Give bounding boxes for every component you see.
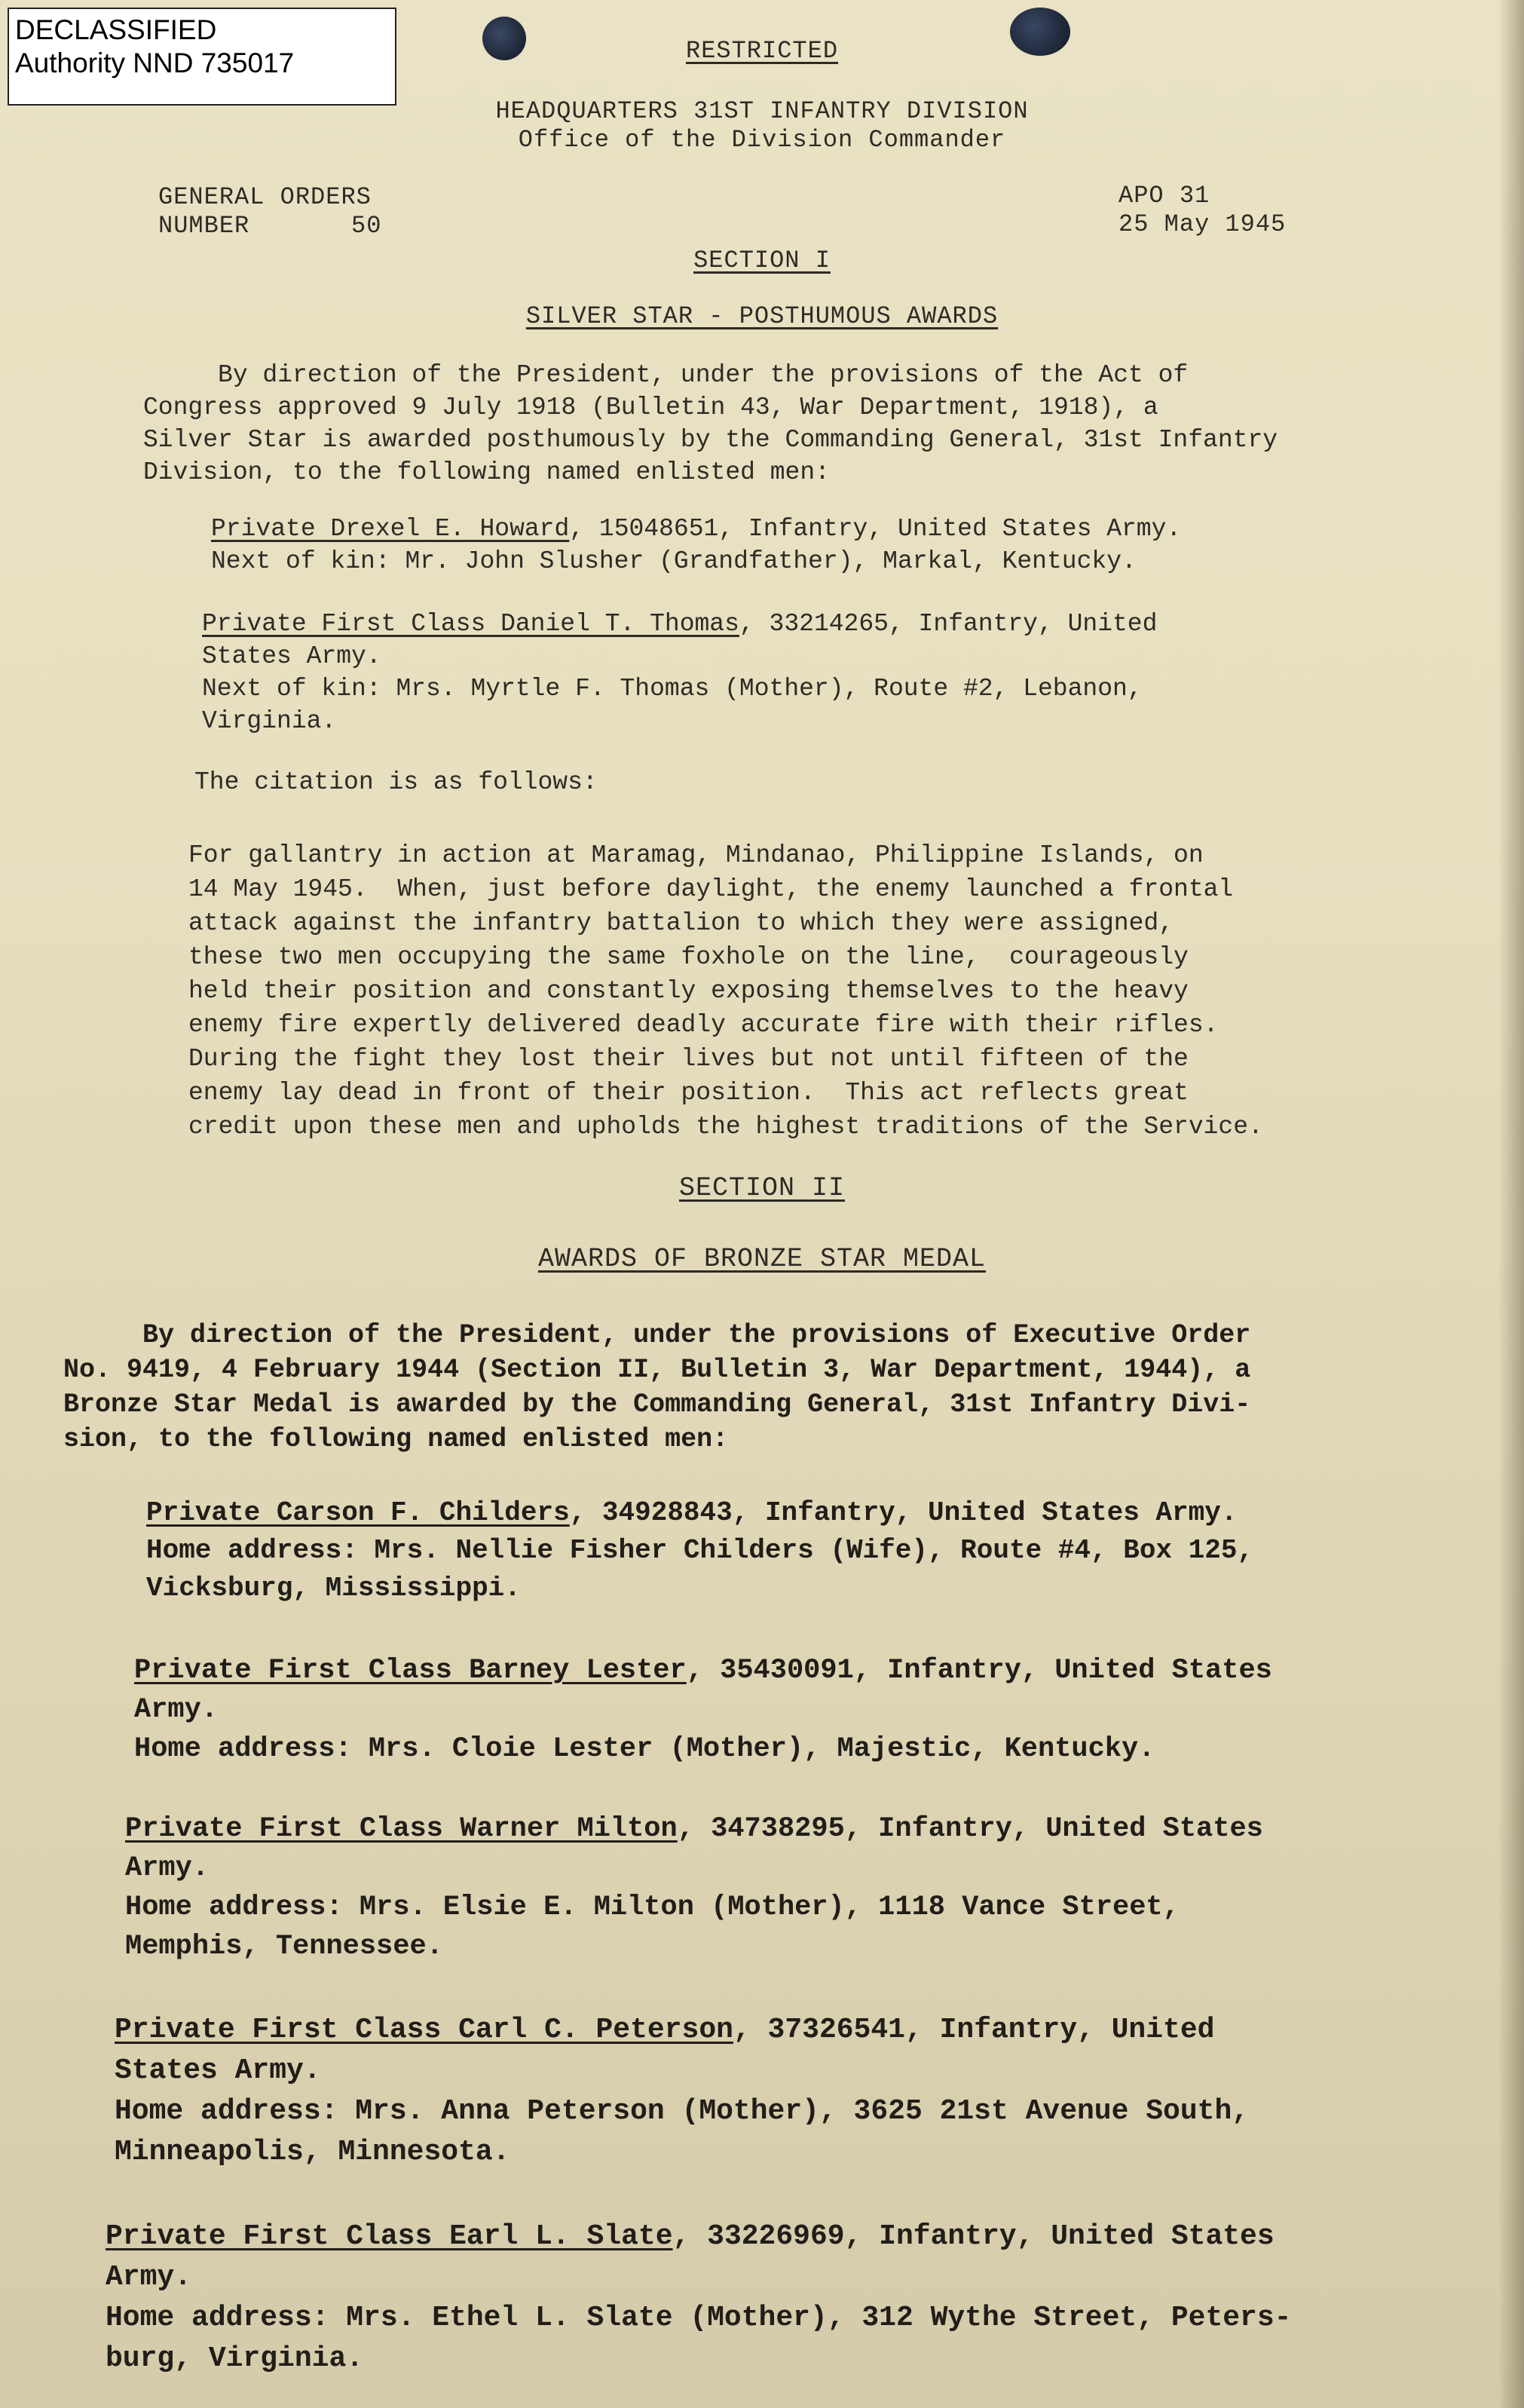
number-value: 50	[351, 212, 382, 240]
home-address: Home address: Mrs. Elsie E. Milton (Mother), 1118 Vance Street,	[125, 1892, 1180, 1923]
citation-line: these two men occupying the same foxhole on the line, courageously	[188, 943, 1189, 971]
awardee-name: Private First Class Warner Milton	[125, 1813, 678, 1845]
section-2-title: SECTION II	[678, 1173, 846, 1203]
citation-line: During the fight they lost their lives but not until fifteen of the	[188, 1045, 1189, 1073]
awardee-details-cont: Army.	[106, 2261, 192, 2293]
awardee-details-cont: States Army.	[202, 642, 381, 670]
citation-line: enemy lay dead in front of their position. This act reflects great	[188, 1079, 1189, 1107]
citation-line: credit upon these men and upholds the highest traditions of the Service.	[188, 1113, 1263, 1141]
citation-line: For gallantry in action at Maramag, Mindanao, Philippine Islands, on	[188, 841, 1204, 869]
citation-line: 14 May 1945. When, just before daylight, the enemy launched a frontal	[188, 875, 1234, 903]
declassified-authority: Authority NND 735017	[15, 47, 295, 78]
citation-intro: The citation is as follows:	[194, 768, 598, 796]
intro-line: Bronze Star Medal is awarded by the Commanding General, 31st Infantry Divi-	[63, 1389, 1251, 1420]
general-orders-label: GENERAL ORDERS	[158, 183, 372, 211]
next-of-kin: Next of kin: Mr. John Slusher (Grandfather), Markal, Kentucky.	[211, 547, 1137, 575]
awardee-details: , 15048651, Infantry, United States Army.	[569, 515, 1182, 543]
awardee-entry	[115, 2010, 1249, 2173]
awardee-details-cont: Army.	[134, 1694, 219, 1726]
intro-line: Silver Star is awarded posthumously by the Commanding General, 31st Infantry	[143, 426, 1278, 454]
next-of-kin: Virginia.	[202, 707, 337, 735]
intro-line: No. 9419, 4 February 1944 (Section II, Bulletin 3, War Department, 1944), a	[63, 1355, 1251, 1385]
awardee-details: , 37326541, Infantry, United	[733, 2014, 1215, 2046]
awardee-name: Private First Class Earl L. Slate	[106, 2220, 673, 2253]
awardee-details-cont: States Army.	[115, 2054, 321, 2087]
intro-line: Division, to the following named enlisted men:	[143, 458, 830, 486]
awardee-entry	[202, 608, 1157, 737]
next-of-kin: Next of kin: Mrs. Myrtle F. Thomas (Mother), Route #2, Lebanon,	[202, 675, 1143, 703]
section-1-subtitle: SILVER STAR - POSTHUMOUS AWARDS	[525, 302, 999, 330]
section-2-subtitle: AWARDS OF BRONZE STAR MEDAL	[537, 1244, 987, 1274]
awardee-first-line	[125, 1809, 1263, 1849]
awardee-first-line	[202, 608, 1157, 640]
section-1-title: SECTION I	[693, 247, 831, 274]
apo-number: APO 31	[1119, 182, 1210, 210]
awardee-entry	[146, 1494, 1253, 1607]
awardee-first-line	[134, 1651, 1272, 1690]
home-address: Minneapolis, Minnesota.	[115, 2136, 510, 2168]
office-heading: Office of the Division Commander	[518, 126, 1006, 154]
home-address: Home address: Mrs. Ethel L. Slate (Mother), 312 Wythe Street, Peters-	[106, 2302, 1292, 2334]
citation-line: held their position and constantly exposing themselves to the heavy	[188, 977, 1189, 1005]
home-address: Vicksburg, Mississippi.	[146, 1573, 521, 1604]
awardee-details: , 34738295, Infantry, United States	[677, 1813, 1263, 1845]
awardee-name: Private First Class Carl C. Peterson	[115, 2014, 733, 2046]
awardee-entry	[125, 1809, 1263, 1966]
citation-text	[188, 838, 1263, 1144]
citation-line: attack against the infantry battalion to which they were assigned,	[188, 909, 1174, 937]
awardee-first-line	[106, 2217, 1291, 2257]
home-address: Home address: Mrs. Anna Peterson (Mother), 3625 21st Avenue South,	[115, 2095, 1250, 2128]
home-address: Home address: Mrs. Cloie Lester (Mother), Majestic, Kentucky.	[134, 1733, 1155, 1765]
awardee-entry	[211, 513, 1181, 577]
order-date: 25 May 1945	[1119, 210, 1287, 238]
awardee-first-line	[211, 513, 1181, 545]
awardee-name: Private Carson F. Childers	[146, 1497, 570, 1528]
awardee-first-line	[146, 1494, 1253, 1532]
section-2-intro	[63, 1318, 1250, 1457]
intro-line: Congress approved 9 July 1918 (Bulletin 43, War Department, 1918), a	[143, 394, 1158, 421]
declassified-label: DECLASSIFIED	[15, 14, 217, 45]
awardee-entry	[134, 1651, 1272, 1769]
intro-line: sion, to the following named enlisted men:	[63, 1424, 729, 1454]
awardee-entry	[106, 2217, 1291, 2379]
awardee-name: Private Drexel E. Howard	[211, 515, 570, 543]
citation-line: enemy fire expertly delivered deadly accurate fire with their rifles.	[188, 1011, 1219, 1039]
awardee-name: Private First Class Daniel T. Thomas	[202, 610, 739, 638]
awardee-name: Private First Class Barney Lester	[134, 1655, 687, 1687]
home-address: Home address: Mrs. Nellie Fisher Childers (Wife), Route #4, Box 125,	[146, 1535, 1254, 1566]
awardee-details: , 33226969, Infantry, United States	[672, 2220, 1275, 2253]
classification-marking: RESTRICTED	[685, 37, 839, 65]
home-address: burg, Virginia.	[106, 2342, 364, 2375]
awardee-details-cont: Army.	[125, 1852, 210, 1884]
awardee-details: , 33214265, Infantry, United	[739, 610, 1158, 638]
awardee-first-line	[115, 2010, 1249, 2051]
unit-heading: HEADQUARTERS 31ST INFANTRY DIVISION	[495, 97, 1029, 125]
awardee-details: , 35430091, Infantry, United States	[686, 1655, 1272, 1687]
awardee-details: , 34928843, Infantry, United States Army.	[569, 1497, 1238, 1528]
page-edge-shadow	[1498, 0, 1524, 2408]
number-label: NUMBER	[158, 212, 250, 240]
intro-line: By direction of the President, under the provisions of Executive Order	[63, 1320, 1251, 1350]
intro-line: By direction of the President, under the provisions of the Act of	[143, 361, 1189, 389]
home-address: Memphis, Tennessee.	[125, 1931, 443, 1962]
section-1-intro	[143, 359, 1278, 489]
